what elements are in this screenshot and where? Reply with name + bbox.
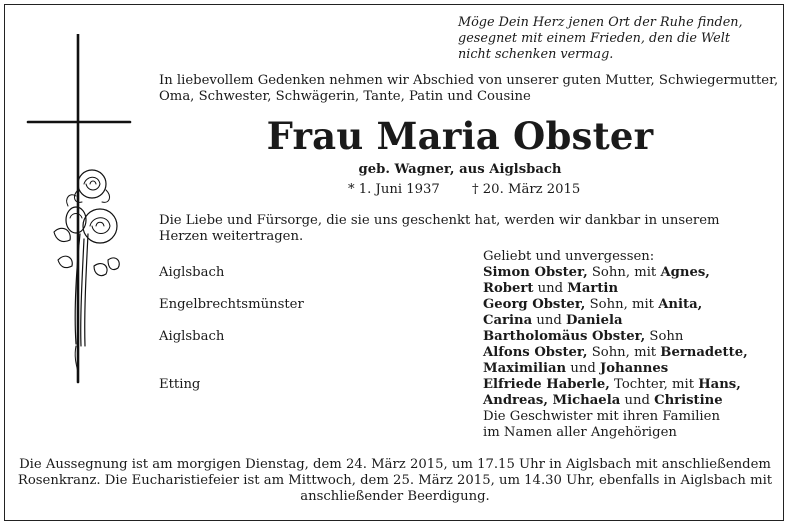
birth-date: * 1. Juni 1937 <box>348 182 440 197</box>
mourner-elfriede-line-1: Elfriede Haberle, Tochter, mit Hans, <box>483 377 741 392</box>
funeral-line-2: Rosenkranz. Die Eucharistiefeier ist am Mittwoch, dem 25. März 2015, um 14.30 Uhr, ebenfalls in Aiglsbach mit <box>17 473 773 488</box>
gratitude-line-1: Die Liebe und Fürsorge, die sie uns geschenkt hat, werden wir dankbar in unserem <box>159 213 720 228</box>
mourner-elfriede-line-2: Andreas, Michaela und Christine <box>483 393 723 408</box>
mourner-alfons-line-1: Alfons Obster, Sohn, mit Bernadette, <box>483 345 748 360</box>
place-aiglsbach-2: Aiglsbach <box>159 329 225 344</box>
mourner-simon-line-2: Robert und Martin <box>483 281 619 296</box>
funeral-line-3: anschließender Beerdigung. <box>300 489 490 504</box>
intro-line-2: Oma, Schwester, Schwägerin, Tante, Patin und Cousine <box>159 89 531 104</box>
maiden-name: geb. Wagner, aus Aiglsbach <box>358 162 562 177</box>
siblings-line-2: im Namen aller Angehörigen <box>483 425 677 440</box>
funeral-line-1: Die Aussegnung ist am morgigen Dienstag, dem 24. März 2015, um 17.15 Uhr in Aiglsbach mit anschließendem <box>19 457 771 472</box>
verse-line-3: nicht schenken vermag. <box>458 47 614 62</box>
mourner-alfons-line-2: Maximilian und Johannes <box>483 361 669 376</box>
cross-with-roses-icon <box>24 34 136 406</box>
place-etting: Etting <box>159 377 201 392</box>
mourner-georg-line-1: Georg Obster, Sohn, mit Anita, <box>483 297 703 312</box>
place-aiglsbach: Aiglsbach <box>159 265 225 280</box>
place-engelbrechtsmuenster: Engelbrechtsmünster <box>159 297 304 312</box>
verse-line-1: Möge Dein Herz jenen Ort der Ruhe finden, <box>458 15 743 30</box>
mourner-bartholomaeus: Bartholomäus Obster, Sohn <box>483 329 684 344</box>
deceased-name: Frau Maria Obster <box>266 114 654 158</box>
verse-line-2: gesegnet mit einem Frieden, den die Welt <box>458 31 730 46</box>
mourners-heading: Geliebt und unvergessen: <box>483 249 655 264</box>
intro-line-1: In liebevollem Gedenken nehmen wir Abschied von unserer guten Mutter, Schwiegermutter, <box>159 73 779 88</box>
death-date: † 20. März 2015 <box>472 182 581 197</box>
mourner-simon-line-1: Simon Obster, Sohn, mit Agnes, <box>483 265 710 280</box>
mourner-georg-line-2: Carina und Daniela <box>483 313 623 328</box>
siblings-line-1: Die Geschwister mit ihren Familien <box>483 409 720 424</box>
gratitude-line-2: Herzen weitertragen. <box>159 229 304 244</box>
